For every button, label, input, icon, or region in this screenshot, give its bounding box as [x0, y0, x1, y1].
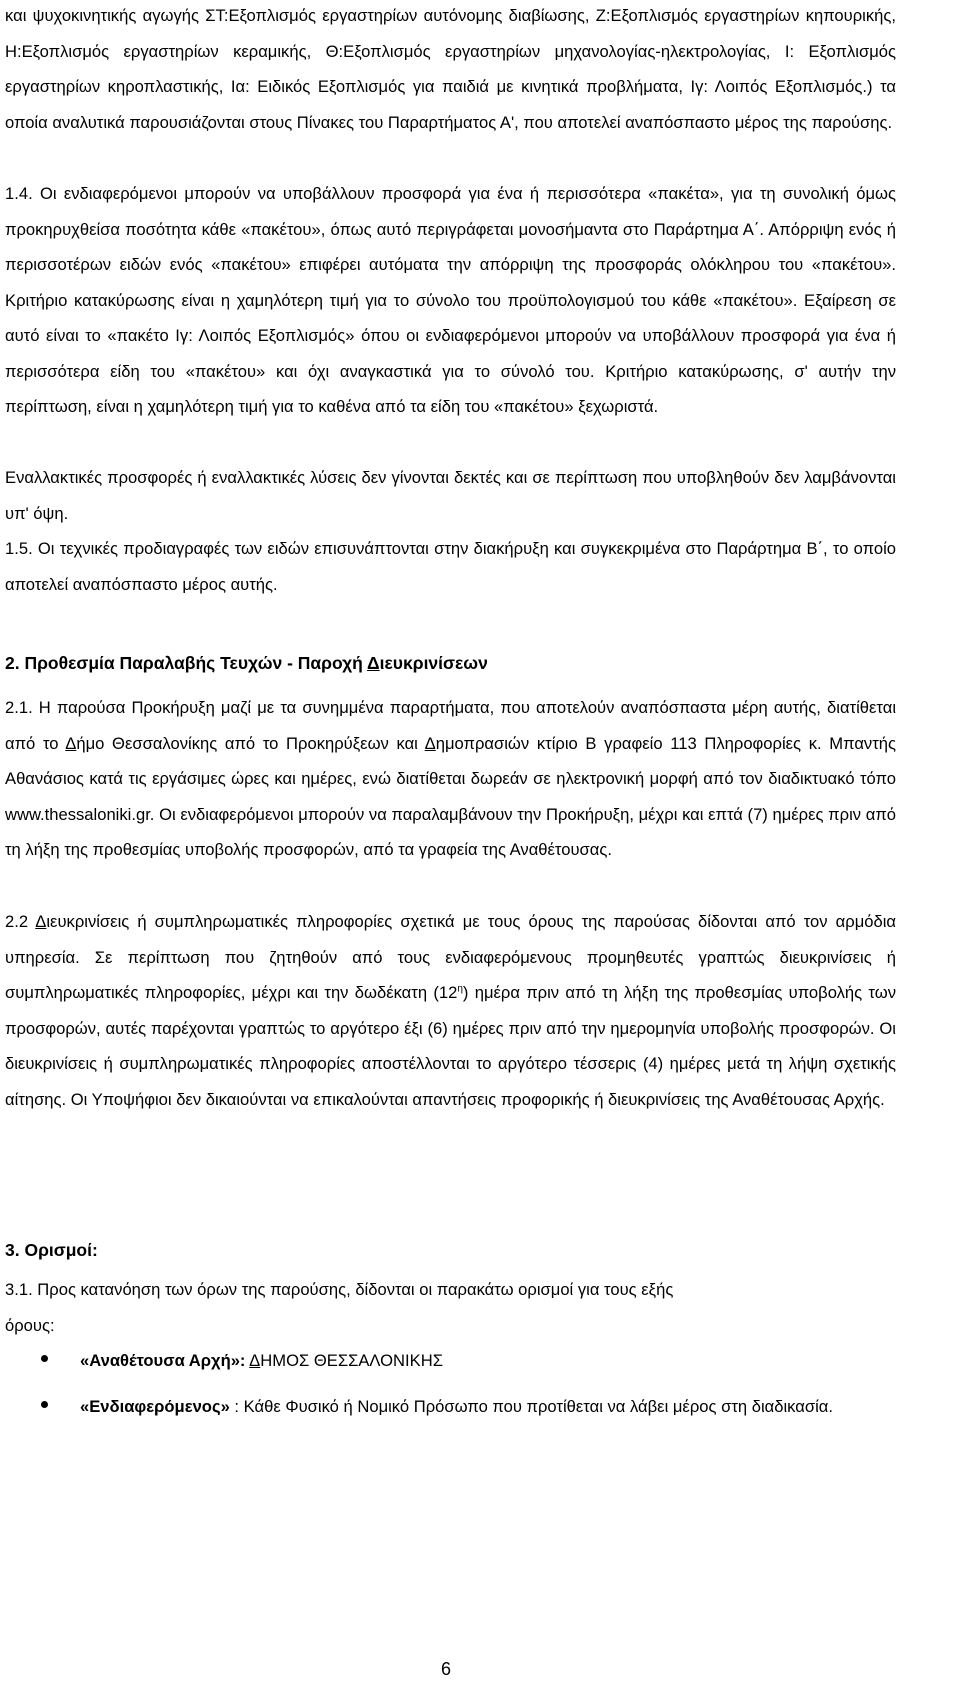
paragraph-3-1-line-2: όρους:	[5, 1315, 55, 1335]
paragraph-2-1-part-b: ήμο Θεσσαλονίκης από το Προκηρύξεων και	[76, 733, 425, 753]
definition-term: «Ενδιαφερόμενος»	[80, 1397, 230, 1416]
paragraph-2-2-underlined: Δ	[35, 912, 47, 931]
page-number: 6	[440, 1659, 451, 1679]
bullet-icon	[41, 1401, 48, 1408]
section-heading-2-prefix: 2. Προθεσμία Παραλαβής Τευχών - Παροχή	[5, 653, 368, 673]
definition-text	[80, 1343, 896, 1379]
paragraph-1-4	[5, 176, 896, 425]
definition-value: : Κάθε Φυσικό ή Νομικό Πρόσωπο που προτίθεται να λάβει μέρος στη διαδικασία.	[229, 1397, 834, 1416]
paragraph-alternatives-text: Εναλλακτικές προσφορές ή εναλλακτικές λύσεις δεν γίνονται δεκτές και σε περίπτωση που υποβληθούν δεν λαμβάνονται υπ' όψη.	[5, 468, 896, 523]
definition-term: «Αναθέτουσα Αρχή»:	[80, 1351, 246, 1370]
section-heading-3-text: 3. Ορισμοί:	[5, 1240, 98, 1260]
paragraph-intro	[5, 0, 896, 140]
paragraph-2-2-part-c: ) ημέρα πριν από τη λήξη της προθεσμίας υποβολής των προσφορών, αυτές παρέχονται γραπτώς το αργότερο έξι (6) ημέρες πριν από την ημερομηνία υποβολής προσφορών. Οι διευκρινίσεις ή συμπληρωματικές πληροφορίες αποστέλλονται το αργότερο τέσσερις (4) ημέρες μετά τη λήψη σχετικής αίτησης. Οι Υποψήφιοι δεν δικαιούνται να επικαλούνται απαντήσεις προφορικής ή διευκρινίσεις της Αναθέτουσας Αρχής.	[5, 983, 896, 1109]
definition-text	[80, 1389, 896, 1425]
paragraph-2-1-part-c: ημοπρασιών κτίριο Β γραφείο 113 Πληροφορίες κ. Μπαντής Αθανάσιος κατά τις εργάσιμες ώρες και ημέρες, ενώ διατίθεται δωρεάν σε ηλεκτρονική μορφή από τον διαδικτυακό τόπο www.thessaloniki.gr. Οι ενδιαφερόμενοι μπορούν να παραλαμβάνουν την Προκήρυξη, μέχρι και επτά (7) ημέρες πριν από τη λήξη της προθεσμίας υποβολής προσφορών, από τα γραφεία της Αναθέτουσας.	[5, 733, 897, 859]
definition-value: ΗΜΟΣ ΘΕΣΣΑΛΟΝΙΚΗΣ	[260, 1351, 443, 1370]
paragraph-2-1	[5, 690, 896, 868]
paragraph-3-1-line-1: 3.1. Προς κατανόηση των όρων της παρούσης, δίδονται οι παρακάτω ορισμοί για τους εξής	[5, 1280, 674, 1299]
bullet-icon	[41, 1355, 48, 1362]
paragraph-2-1-underlined-2: Δ	[424, 733, 436, 753]
paragraph-alternatives	[5, 460, 896, 531]
paragraph-3-1	[5, 1272, 896, 1343]
paragraph-intro-text: και ψυχοκινητικής αγωγής ΣΤ:Εξοπλισμός εργαστηρίων αυτόνομης διαβίωσης, Ζ:Εξοπλισμός εργαστηρίων κηπουρικής, Η:Εξοπλισμός εργαστηρίων κεραμικής, Θ:Εξοπλισμός εργαστηρίων μηχανολογίας-ηλεκτρολογίας, Ι: Εξοπλισμός εργαστηρίων κηροπλαστικής, Ια: Ειδικός Εξοπλισμός για παιδιά με κινητικά προβλήματα, Ιγ: Λοιπός Εξοπλισμός.) τα οποία αναλυτικά παρουσιάζονται στους Πίνακες του Παραρτήματος Α', που αποτελεί αναπόσπαστο μέρος της παρούσης.	[5, 6, 896, 132]
paragraph-1-5	[5, 531, 896, 602]
section-heading-2-underlined: Δ	[367, 653, 380, 673]
paragraph-2-2-superscript: η	[457, 983, 463, 995]
paragraph-2-1-underlined-1: Δ	[65, 733, 77, 753]
paragraph-1-4-text: 1.4. Οι ενδιαφερόμενοι μπορούν να υποβάλλουν προσφορά για ένα ή περισσότερα «πακέτα», για τη συνολική όμως προκηρυχθείσα ποσότητα κάθε «πακέτου», όπως αυτό περιγράφεται μονοσήμαντα στο Παράρτημα Α΄. Απόρριψη ενός ή περισσοτέρων ειδών ενός «πακέτου» επιφέρει αυτόματα την απόρριψη της προσφοράς ολόκληρου του «πακέτου». Κριτήριο κατακύρωσης είναι η χαμηλότερη τιμή για το σύνολο του προϋπολογισμού του κάθε «πακέτου». Εξαίρεση σε αυτό είναι το «πακέτο Ιγ: Λοιπός Εξοπλισμός» όπου οι ενδιαφερόμενοι μπορούν να υποβάλλουν προσφορά για ένα ή περισσότερα είδη του «πακέτου» και όχι αναγκαστικά για το σύνολό του. Κριτήριο κατακύρωσης, σ' αυτήν την περίπτωση, είναι η χαμηλότερη τιμή για το καθένα από τα είδη του «πακέτου» ξεχωριστά.	[5, 184, 896, 416]
section-heading-3	[5, 1239, 98, 1261]
paragraph-2-2	[5, 904, 896, 1117]
paragraph-2-2-part-a: 2.2	[5, 912, 36, 931]
paragraph-2-1-part-a: 2.1. Η παρούσα Προκήρυξη μαζί με τα συνημμένα παραρτήματα, που αποτελούν αναπόσπαστα μέρη αυτής, διατίθεται από το	[5, 698, 896, 753]
section-heading-2	[5, 652, 488, 674]
paragraph-1-5-text: 1.5. Οι τεχνικές προδιαγραφές των ειδών επισυνάπτονται στην διακήρυξη και συγκεκριμένα στο Παράρτημα Β΄, το οποίο αποτελεί αναπόσπαστο μέρος αυτής.	[5, 539, 896, 594]
paragraph-2-2-part-b: ιευκρινίσεις ή συμπληρωματικές πληροφορίες σχετικά με τους όρους της παρούσας δίδονται από τον αρμόδια υπηρεσία. Σε περίπτωση που ζητηθούν από τους ενδιαφερόμενους προμηθευτές γραπτώς διευκρινίσεις ή συμπληρωματικές πληροφορίες, μέχρι και την δωδέκατη (12	[5, 912, 897, 1002]
section-heading-2-suffix: ιευκρινίσεων	[379, 653, 488, 673]
definition-underlined: Δ	[249, 1351, 261, 1370]
